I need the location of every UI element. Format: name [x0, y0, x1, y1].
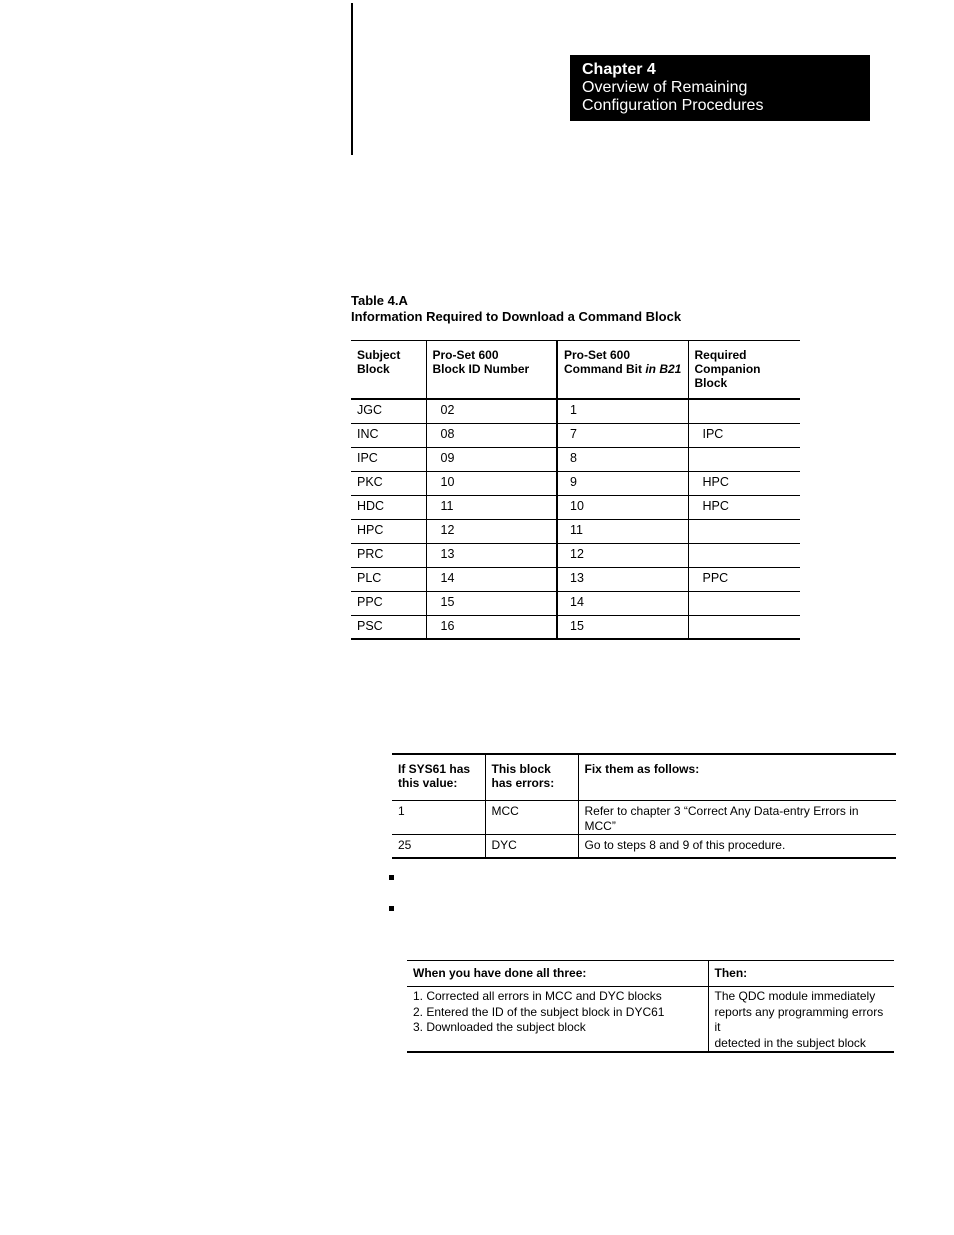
list-item: 3. Downloaded the subject block: [413, 1020, 586, 1034]
table-row: [351, 591, 800, 615]
table-cell: [688, 591, 800, 615]
table-cell: 1: [557, 399, 688, 423]
table-cell: 7: [557, 423, 688, 447]
table-cell: 14: [426, 567, 557, 591]
header-then: Then:: [708, 961, 894, 987]
table-cell: [688, 543, 800, 567]
table-header-row: [392, 754, 896, 800]
table-cell: HDC: [351, 495, 426, 519]
header-companion-block: Required Companion Block: [688, 341, 800, 400]
table-number: Table 4.A: [351, 293, 408, 308]
table-cell: Refer to chapter 3 “Correct Any Data-entry Errors in MCC”: [578, 800, 896, 834]
steps-list: [413, 989, 702, 1036]
bullet-icon: [389, 875, 394, 880]
header-subject-block: Subject Block: [357, 348, 401, 376]
then-line: detected in the subject block: [714, 1035, 866, 1050]
table-cell: 10: [557, 495, 688, 519]
table-row: [351, 471, 800, 495]
header-fix: Fix them as follows:: [578, 754, 896, 800]
chapter-title-line1: Overview of Remaining: [582, 79, 748, 96]
table-cell: 8: [557, 447, 688, 471]
bullet-icon: [389, 906, 394, 911]
table-cell: 14: [557, 591, 688, 615]
table-cell: INC: [351, 423, 426, 447]
table-cell: 11: [557, 519, 688, 543]
table-row: [351, 447, 800, 471]
sys61-error-table: [392, 753, 896, 859]
table-cell: HPC: [688, 495, 800, 519]
table-header-row: [351, 341, 800, 400]
table-cell: PSC: [351, 615, 426, 639]
table-cell: 13: [426, 543, 557, 567]
table-cell: HPC: [351, 519, 426, 543]
table-header-row: [407, 961, 894, 987]
chapter-header: [570, 55, 870, 121]
table-title: Information Required to Download a Command Block: [351, 309, 682, 324]
table-cell: 09: [426, 447, 557, 471]
table-row: [351, 495, 800, 519]
margin-rule: [351, 3, 353, 155]
then-line: The QDC module immediately: [714, 989, 876, 1003]
table-cell: PLC: [351, 567, 426, 591]
table-row: [351, 423, 800, 447]
table-cell: PPC: [351, 591, 426, 615]
header-sys61-value: If SYS61 has this value:: [398, 762, 471, 790]
table-cell: 08: [426, 423, 557, 447]
command-block-table: [351, 340, 800, 640]
table-row: [351, 519, 800, 543]
then-cell: [708, 987, 894, 1053]
table-cell: 25: [392, 834, 485, 858]
table-cell: [688, 447, 800, 471]
table-cell: 1: [392, 800, 485, 834]
table-row: [407, 987, 894, 1053]
table-cell: PPC: [688, 567, 800, 591]
table-cell: 16: [426, 615, 557, 639]
table-cell: JGC: [351, 399, 426, 423]
header-block-id: Pro-Set 600 Block ID Number: [426, 341, 557, 400]
table-row: [351, 543, 800, 567]
table-cell: DYC: [485, 834, 578, 858]
table-row: [351, 567, 800, 591]
table-cell: 15: [557, 615, 688, 639]
table-caption: [351, 293, 681, 325]
table-cell: PKC: [351, 471, 426, 495]
table-cell: HPC: [688, 471, 800, 495]
list-item: 1. Corrected all errors in MCC and DYC blocks: [413, 989, 662, 1003]
table-cell: 12: [557, 543, 688, 567]
header-block-errors: This block has errors:: [485, 754, 578, 800]
list-item: 2. Entered the ID of the subject block in DYC61: [413, 1004, 665, 1019]
table-cell: PRC: [351, 543, 426, 567]
table-cell: IPC: [688, 423, 800, 447]
table-cell: [688, 399, 800, 423]
table-cell: 11: [426, 495, 557, 519]
table-cell: 15: [426, 591, 557, 615]
table-cell: [688, 519, 800, 543]
then-line: reports any programming errors it: [714, 1004, 884, 1034]
table-row: [392, 834, 896, 858]
table-row: [351, 399, 800, 423]
table-cell: 02: [426, 399, 557, 423]
chapter-title-line2: Configuration Procedures: [582, 97, 764, 114]
table-cell: 12: [426, 519, 557, 543]
header-when-done: When you have done all three:: [413, 966, 587, 980]
table-row: [351, 615, 800, 639]
table-cell: Go to steps 8 and 9 of this procedure.: [578, 834, 896, 858]
header-command-bit: Pro-Set 600 Command Bit in B21: [557, 341, 688, 400]
table-cell: 9: [557, 471, 688, 495]
table-cell: 13: [557, 567, 688, 591]
chapter-number: Chapter 4: [582, 61, 656, 78]
steps-cell: [407, 987, 708, 1053]
table-row: [392, 800, 896, 834]
table-cell: [688, 615, 800, 639]
completion-table: [407, 960, 894, 1053]
table-cell: IPC: [351, 447, 426, 471]
table-cell: 10: [426, 471, 557, 495]
table-cell: MCC: [485, 800, 578, 834]
